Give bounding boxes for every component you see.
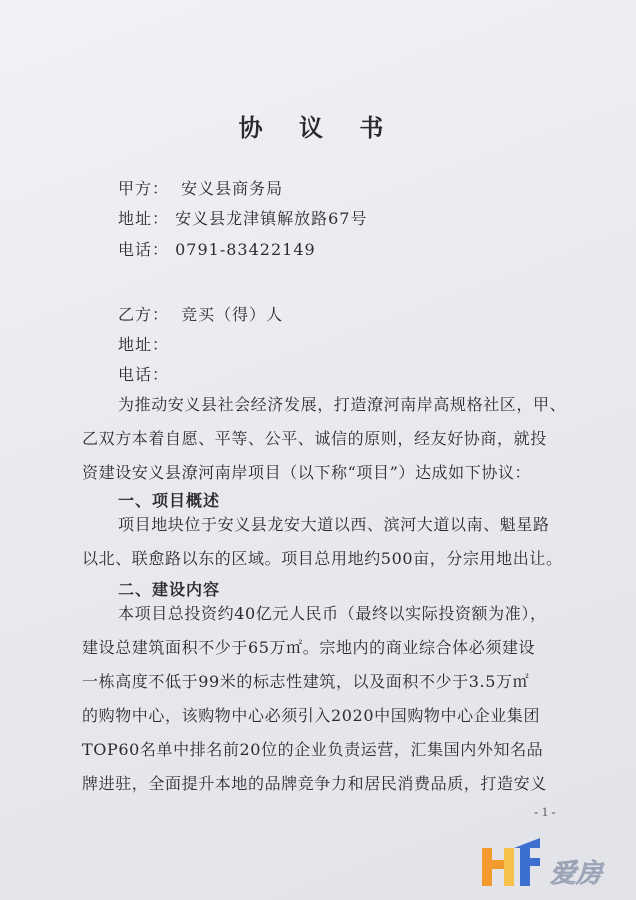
section-2-line: 的购物中心，该购物中心必须引入2020中国购物中心企业集团 [82, 706, 541, 725]
party-a-address-line [118, 206, 367, 229]
party-b-line [118, 302, 283, 325]
page-number: - 1 - [534, 804, 556, 819]
watermark-text: 爱房 [550, 859, 603, 889]
document-title: 协 议 书 [238, 113, 398, 142]
party-b-address-label: 地址： [118, 335, 170, 354]
section-2-line: 一栋高度不低于99米的标志性建筑，以及面积不少于3.5万㎡ [82, 672, 530, 691]
section-1-line: 项目地块位于安义县龙安大道以西、滨河大道以南、魁星路 [118, 515, 550, 534]
section-2-heading: 二、建设内容 [118, 580, 221, 599]
party-b-name: 竞买（得）人 [181, 305, 284, 324]
section-2-line: 牌进驻，全面提升本地的品牌竞争力和居民消费品质，打造安义 [82, 774, 547, 793]
party-a-phone: 0791-83422149 [175, 240, 316, 259]
party-a-name: 安义县商务局 [181, 179, 284, 198]
section-2-line: TOP60名单中排名前20位的企业负责运营，汇集国内外知名品 [82, 740, 544, 759]
party-a-address-label: 地址： [118, 209, 170, 228]
section-1-line: 以北、联愈路以东的区域。项目总用地约500亩，分宗用地出让。 [82, 549, 563, 568]
party-a-address: 安义县龙津镇解放路67号 [175, 209, 368, 228]
party-b-phone-label: 电话： [118, 365, 170, 384]
intro-line: 乙双方本着自愿、平等、公平、诚信的原则，经友好协商，就投 [82, 429, 547, 448]
intro-line: 资建设安义县潦河南岸项目（以下称“项目”）达成如下协议： [82, 463, 532, 482]
section-2-line: 本项目总投资约40亿元人民币（最终以实际投资额为准）， [118, 604, 547, 623]
house-logo-icon [478, 834, 628, 890]
party-b-phone-line [118, 362, 169, 385]
intro-paragraph [82, 388, 567, 490]
section-2-paragraph [82, 597, 562, 801]
section-2-line: 建设总建筑面积不少于65万㎡。宗地内的商业综合体必须建设 [82, 638, 536, 657]
party-a-label: 甲方： [118, 179, 170, 198]
section-1-heading: 一、项目概述 [118, 491, 221, 510]
watermark-logo [478, 834, 628, 890]
party-b-address-line [118, 332, 169, 355]
party-a-line [118, 176, 283, 199]
party-a-phone-line [118, 237, 316, 260]
party-a-phone-label: 电话： [118, 240, 170, 259]
section-1-paragraph [82, 508, 562, 576]
party-b-label: 乙方： [118, 305, 170, 324]
intro-line: 为推动安义县社会经济发展，打造潦河南岸高规格社区，甲、 [118, 395, 567, 414]
